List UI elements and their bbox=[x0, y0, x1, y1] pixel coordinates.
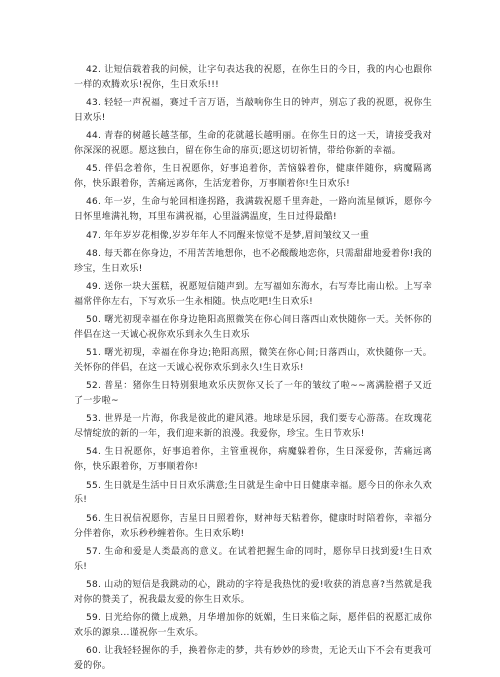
paragraph bbox=[74, 611, 432, 641]
paragraph bbox=[74, 229, 432, 244]
paragraph bbox=[74, 644, 432, 674]
paragraph-number: 45. bbox=[86, 164, 102, 175]
paragraph-text: 送你一块大蛋糕，祝愿短信随声到。左写福如东海水，右写寿比南山松。上写幸福常伴你左右，下写欢乐一生永相随。快点吃吧!生日欢乐! bbox=[74, 281, 432, 307]
paragraph-number: 55. bbox=[86, 480, 102, 491]
paragraph-text: 年一岁，生命与轮回相逢拐路，我满载祝愿千里奔赴，一路向流星倾诉，愿你今日怀里堆满礼物，耳里布满祝福，心里溢满温度，生日过得最酷! bbox=[74, 197, 432, 223]
paragraph bbox=[74, 545, 432, 575]
paragraph-number: 48. bbox=[86, 248, 102, 259]
paragraph-text: 青春的树越长越茎郁，生命的花就越长越明丽。在你生日的这一天，请接受我对你深深的祝愿。愿这独白，留在你生命的扉页;愿这切切祈情，带给你新的幸福。 bbox=[74, 131, 432, 157]
paragraph-text: 山动的短信是我跳动的心，跳动的字符是我热忱的爱!收获的消息喜?当然就是我对你的赞美了，祝我最友爱的你生日欢乐。 bbox=[74, 579, 432, 605]
paragraph-text: 普星：猪你生日特别狠地欢乐庆贺你又长了一年的皱纹了啦~~离满脸褶子又近了一步啦~ bbox=[74, 381, 432, 407]
paragraph-text: 生命和爱是人类最高的意义。在试着把握生命的同时，愿你早日找到爱!生日欢乐! bbox=[74, 546, 432, 572]
paragraph bbox=[74, 578, 432, 608]
paragraph-number: 54. bbox=[86, 447, 102, 458]
paragraph-number: 52. bbox=[86, 381, 102, 392]
paragraph-number: 50. bbox=[86, 314, 102, 325]
paragraph-text: 每天都在你身边，不用苦苦地想你，也不必酸酸地恋你，只需甜甜地爱着你!我的珍宝，生日欢乐! bbox=[74, 248, 432, 274]
paragraph-number: 58. bbox=[86, 579, 102, 590]
paragraph-number: 59. bbox=[86, 612, 102, 623]
paragraph-number: 44. bbox=[86, 131, 102, 142]
paragraph bbox=[74, 479, 432, 509]
paragraph-text: 生日祝信祝愿你，吉星日日照着你，财神每天粘着你，健康时时陪着你，幸福分分伴着你，欢乐秒秒缠着你。生日欢乐哟! bbox=[74, 513, 432, 539]
paragraph-number: 43. bbox=[86, 98, 102, 109]
paragraph-text: 轻轻一声祝福，赛过千言万语，当敲响你生日的钟声，别忘了我的祝愿，祝你生日欢乐! bbox=[74, 98, 432, 124]
paragraph-text: 生日就是生活中日日欢乐满意;生日就是生命中日日健康幸福。愿今日的你永久欢乐! bbox=[74, 480, 432, 506]
paragraph bbox=[74, 195, 432, 225]
paragraph bbox=[74, 280, 432, 310]
paragraph-text: 世界是一片海，你我是彼此的避风港。地球是乐园，我们要专心游荡。在玫瑰花尽情绽放的新的一年，我们迎来新的浪漫。我爱你，珍宝。生日节欢乐! bbox=[74, 414, 432, 440]
paragraph bbox=[74, 412, 432, 442]
paragraph-number: 53. bbox=[86, 414, 102, 425]
paragraph-number: 60. bbox=[86, 646, 102, 657]
paragraph-text: 让我轻轻握你的手，换着你走的梦，共有妙妙的珍贵，无论天山下不会有更我可爱的你。 bbox=[74, 646, 432, 671]
paragraph bbox=[74, 445, 432, 475]
paragraph-number: 47. bbox=[86, 230, 102, 241]
paragraph-text: 伴侣念着你，生日祝愿你，好事追着你，苦恼躲着你，健康伴随你，病魔隔离你，快乐跟着你，苦痛远离你，生活宠着你，万事顺着你!生日欢乐! bbox=[74, 164, 432, 190]
paragraph bbox=[74, 247, 432, 277]
paragraph-number: 46. bbox=[86, 197, 102, 208]
paragraph bbox=[74, 63, 432, 93]
paragraph-number: 42. bbox=[86, 65, 102, 75]
paragraph-text: 曙光初现，幸福在你身边;艳阳高照，微笑在你心间;日落西山，欢快随你一天。关怀你的伴侣，在这一天诚心祝你欢乐到永久!生日欢乐! bbox=[74, 348, 432, 373]
paragraph-text: 日光给你的微上成熟，月华增加你的妩媚，生日来临之际，愿伴侣的祝愿汇成你欢乐的源泉...谨祝你一生欢乐。 bbox=[74, 612, 432, 638]
paragraph bbox=[74, 313, 432, 343]
paragraph-number: 57. bbox=[86, 546, 102, 557]
paragraph-number: 56. bbox=[86, 513, 102, 524]
paragraph-text: 年年岁岁花相像,岁岁年年人不同醒来惊觉不是梦,眉间皱纹又一重 bbox=[104, 230, 370, 241]
paragraph bbox=[74, 346, 432, 376]
paragraph bbox=[74, 162, 432, 192]
paragraph-number: 49. bbox=[86, 281, 102, 292]
paragraph-text: 曙光初现幸福在你身边艳阳高照微笑在你心间日落西山欢快随你一天。关怀你的伴侣在这一天诚心祝你欢乐到永久生日欢乐 bbox=[74, 314, 432, 340]
paragraph bbox=[74, 129, 432, 159]
paragraph bbox=[74, 96, 432, 126]
paragraph bbox=[74, 379, 432, 409]
paragraph-number: 51. bbox=[86, 348, 102, 359]
paragraph bbox=[74, 512, 432, 542]
document-body bbox=[74, 63, 432, 677]
paragraph-text: 生日祝愿你，好事追着你，主管重视你，病魔躲着你，生日深爱你，苦痛远离你，快乐跟着你，万事顺着你! bbox=[74, 447, 432, 473]
paragraph-text: 让短信载着我的问候，让字句表达我的祝愿，在你生日的今日，我的内心也跟你一样的欢腾欢乐!祝你，生日欢乐!!! bbox=[74, 65, 432, 90]
